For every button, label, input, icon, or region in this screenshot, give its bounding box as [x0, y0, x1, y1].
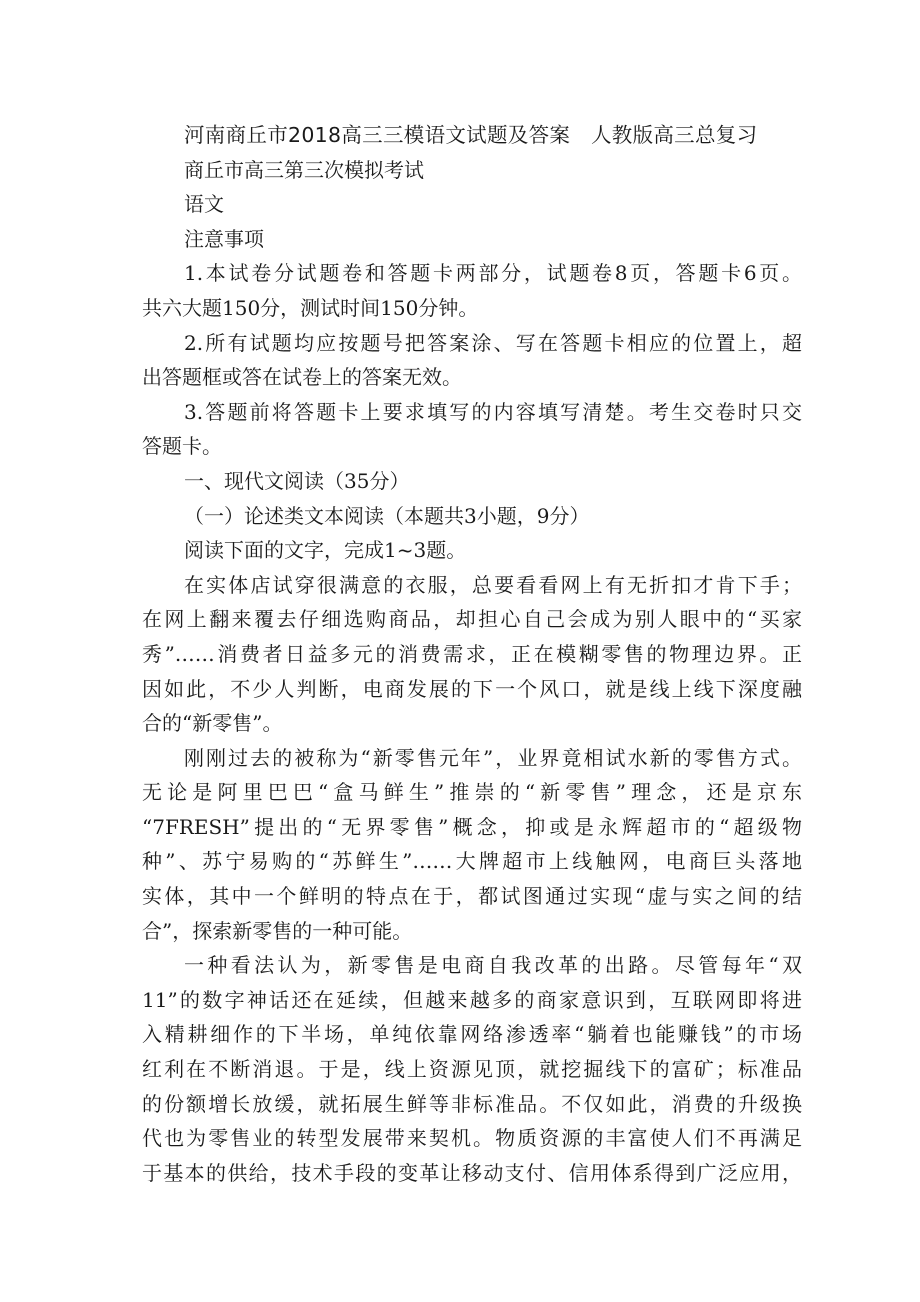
- paragraph-line: 秀”……消费者日益多元的消费需求，正在模糊零售的物理边界。正: [142, 641, 802, 666]
- paragraph-line: 刚刚过去的被称为“新零售元年”，业界竟相试水新的零售方式。: [184, 745, 802, 770]
- exam-name: 商丘市高三第三次模拟考试: [184, 157, 424, 182]
- notice-heading: 注意事项: [184, 226, 264, 251]
- paragraph-line: 于基本的供给，技术手段的变革让移动支付、信用体系得到广泛应用，: [142, 1160, 802, 1185]
- paragraph-line: 代也为零售业的转型发展带来契机。物质资源的丰富使人们不再满足: [142, 1126, 802, 1151]
- paragraph: [142, 948, 802, 1190]
- paragraph-line: 11”的数字神话还在延续，但越来越多的商家意识到，互联网即将进: [142, 987, 802, 1012]
- paragraph-line: 在网上翻来覆去仔细选购商品，却担心自己会成为别人眼中的“买家: [142, 607, 802, 632]
- section-heading: 一、现代文阅读（35分）: [184, 468, 410, 493]
- notice-line: 3.答题前将答题卡上要求填写的内容填写清楚。考生交卷时只交: [184, 399, 802, 424]
- notice-line: 答题卡。: [142, 434, 222, 459]
- paragraph-line: 的份额增长放缓，就拓展生鲜等非标准品。不仅如此，消费的升级换: [142, 1091, 802, 1116]
- paragraph-line: 无论是阿里巴巴“盒马鲜生”推崇的“新零售”理念，还是京东: [142, 780, 802, 805]
- notice-item: [142, 326, 802, 395]
- notice-item: [142, 256, 802, 325]
- paragraph-line: “7FRESH”提出的“无界零售”概念，抑或是永辉超市的“超级物: [142, 814, 802, 839]
- subsection-heading: （一）论述类文本阅读（本题共3小题，9分）: [184, 503, 590, 528]
- reading-instruction: 阅读下面的文字，完成1~3题。: [184, 538, 467, 563]
- paragraph-line: 种”、苏宁易购的“苏鲜生”……大牌超市上线触网，电商巨头落地: [142, 849, 802, 874]
- document-title: 河南商丘市2018高三三模语文试题及答案 人教版高三总复习: [184, 123, 758, 147]
- paragraph-line: 一种看法认为，新零售是电商自我改革的出路。尽管每年“双: [184, 953, 802, 978]
- paragraph-line: 合”，探索新零售的一种可能。: [142, 918, 413, 943]
- paragraph-line: 红利在不断消退。于是，线上资源见顶，就挖掘线下的富矿；标准品: [142, 1057, 802, 1082]
- paragraph: [142, 568, 802, 741]
- notice-line: 出答题框或答在试卷上的答案无效。: [142, 365, 462, 390]
- paragraph-line: 在实体店试穿很满意的衣服，总要看看网上有无折扣才肯下手；: [184, 572, 802, 597]
- subject: 语文: [184, 192, 224, 217]
- paragraph-line: 合的“新零售”。: [142, 711, 283, 736]
- notice-line: 1.本试卷分试题卷和答题卡两部分，试题卷8页，答题卡6页。: [184, 261, 802, 286]
- document-page: [142, 118, 802, 1190]
- notice-line: 2.所有试题均应按题号把答案涂、写在答题卡相应的位置上，超: [184, 330, 802, 355]
- paragraph-line: 入精耕细作的下半场，单纯依靠网络渗透率“躺着也能赚钱”的市场: [142, 1022, 802, 1047]
- notice-item: [142, 395, 802, 464]
- paragraph: [142, 741, 802, 949]
- notice-line: 共六大题150分，测试时间150分钟。: [142, 295, 479, 320]
- paragraph-line: 实体，其中一个鲜明的特点在于，都试图通过实现“虚与实之间的结: [142, 884, 802, 909]
- paragraph-line: 因如此，不少人判断，电商发展的下一个风口，就是线上线下深度融: [142, 676, 802, 701]
